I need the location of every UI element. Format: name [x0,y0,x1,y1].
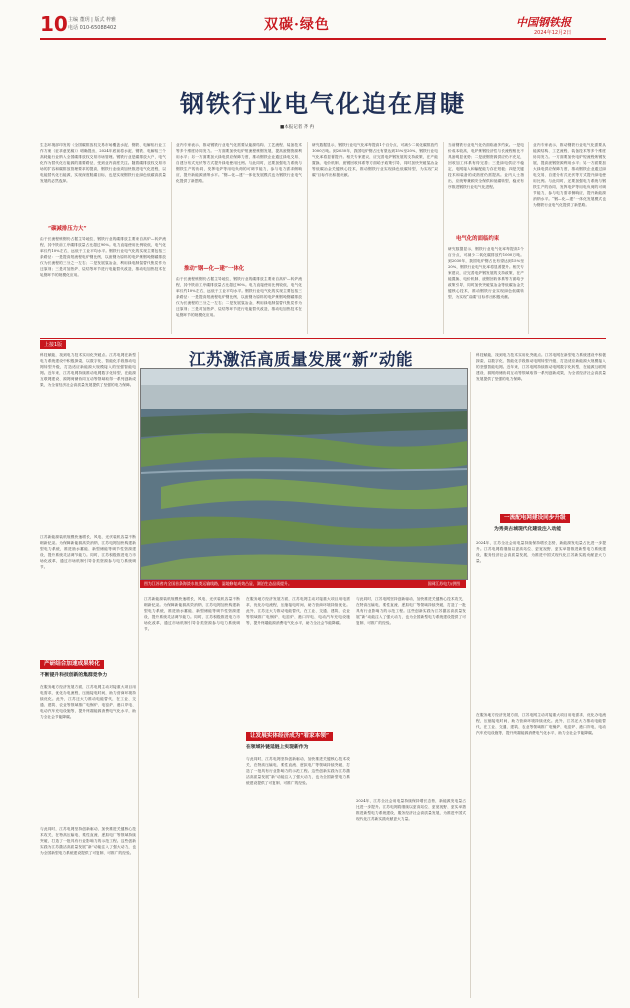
continued-label [40,340,66,349]
byline: ■本报记者 齐 冉 [280,125,315,130]
feature-headline: 江苏激活高质量发展“新”动能 [189,350,413,369]
right-box-sub: 为秀美古城现代化建设注入动能 [494,526,562,532]
continued-text: 上接1版 [44,342,63,348]
main-subhead-4: 电气化的面临约束 [456,236,500,242]
col-divider [138,352,139,998]
main-subhead-2: 推动“钢—化—建”一体化 [184,266,245,272]
feature-photo [140,368,468,580]
col-divider [171,142,172,334]
phone-info: 电话 010-65088402 [68,25,117,31]
feature-col-4b: 2024年，江苏全社会用电量持续保持增长态势，新能源发电量占比进一步提升。江苏电网将继续以更高站位、更宽视野、更实举措推进新型电力系统建设，服务经济社会高质量发展，为推进中国式现代化江苏新实践贡献更大力量。 [356,799,466,821]
mid-box-head: 让发展实体经济成为“看家本领” [246,732,333,741]
feature-right-col-1: 2024年，江苏全社会用电量持续保持增长态势，新能源发电量占比进一步提升。江苏电网将继续以更高站位、更宽视野、更实举措推进新型电力系统建设，服务经济社会高质量发展，为推进中国式现代化江苏新实践贡献更大力量。 [476,541,606,563]
header-rule [40,38,606,40]
feature-col-1b: 江苏新能源装机规模快速增长，风电、光伏装机容量不断刷新纪录。为保障新能源高效消纳，江苏电网加快构建新型电力系统，推进抽水蓄能、新型储能等调节性资源建设，提升系统灵活调节能力。同时，江苏积极推进电力市场化改革，通过市场机制引导各类资源参与电力系统调节。 [40,535,136,569]
main-article-col-5: 业内专家表示，推动钢铁行业电气化需要从能源结构、工艺流程、装备技术等多个维度协同发力。一方面要加快电炉短流程炼钢发展，提高废钢资源利用水平；另一方面要加大绿电供应保障力度，推动钢铁企业通过绿电交易、自建分布式光伏等方式提升绿电使用比例。与此同时，还要加强电力系统与钢铁生产的协同，发挥电炉等用电负荷的可调节能力，参与电力需求侧响应，提升新能源消纳水平。“钢—化—建”一体化发展模式也为钢铁行业电气化提供了新思路。 [533,143,606,207]
date-text: 2024年12月2日 [534,30,572,36]
section-title: 双碳·绿色 [264,17,330,33]
newspaper-logo: 中国钢铁报 [516,16,571,29]
col-divider [470,352,471,998]
feature-right-col-2: 在服务地方经济发展方面，江苏电网主动对接重大项目用电需求，优化办电流程，压缩接电时间，助力营商环境持续优化。此外，江苏还大力推动电能替代，在工业、交通、建筑、农业等领域推广电锅炉、电窑炉、港口岸电、电动汽车充电设施等，提升终端能源消费电气化水平，助力全社会节能降碳。 [476,713,606,735]
photo-credit: 国网江苏电力/供图 [427,581,460,586]
page-header [0,0,630,62]
main-article-col-3: 研究数据显示，钢铁行业电气化率每提高1个百分点，可减少二氧化碳排放约1000万吨。到2030年，我国电炉钢占比有望达到15%至20%，钢铁行业电气化率将显著提升。相关专家建议，应完善电炉钢发展的支持政策，在产能置换、电价机制、废钢回收体系等方面给予政策引导，同时加快突破氢冶金等低碳冶金关键核心技术，推动钢铁行业实现绿色低碳转型，为实现“双碳”目标作出积极贡献。 [312,143,438,177]
main-subhead-3: “碳减排压力大” [48,226,87,232]
main-article-col-4: 当前钢铁行业电气化仍面临诸多约束。一是电价成本较高，电炉炼钢经济性与长流程相比不具备明显优势；二是废钢资源供应仍不充足，回收加工体系有待完善；三是绿电供应不稳定，电网接入和输配能力存在短板；四是关键技术和装备的成熟度仍需提高。业内人士指出，应统筹兼顾安全保供和低碳转型，稳妥有序推进钢铁行业电气化进程。 [448,143,524,189]
mid-box-sub: 在领域补链延链上实现新作为 [246,744,309,750]
col-divider [307,142,308,334]
main-article-col-1: 生态环境部印发的《全国碳排放权交易市场覆盖水泥、钢铁、电解铝行业工作方案（征求意见稿）》明确提出，2024年底前将水泥、钢铁、电解铝三个高耗能行业纳入全国碳排放权交易市场管理。钢铁行业是碳排放大户，电气化作为替代化石能源的重要路径，受到业内高度关注。随着碳排放权交易市场的扩容和碳排放管理要求的提高，钢铁行业亟须加快推进电气化进程，以电能替代化石能源，实现深度脱碳目标，也是实现钢铁行业绿色低碳高质量发展的必然选择。 [40,143,166,183]
feature-col-1: 科技赋能，找到电力技术实用化突破点。江苏电网在新型电力系统建设中积极探索，以数字化、智能化手段推动电网转型升级，打造适应新能源大规模接入的坚强智能电网。近年来，江苏电网持续推动电网数字化转型，在能源互联网建设、源网荷储协同互动等领域取得一系列创新成果，为全省经济社会高质量发展提供了坚强的电力保障。 [40,353,136,387]
main-article-col-1b: 由于长流程炼钢仍占据主导地位，钢铁行业的碳排放主要来自高炉—转炉流程，其中铁前工序碳排放量占比超过90%。电力直接使用比例较低，电气化率仅约10%左右，远低于工业平均水平。钢铁行业电气化的实现主要包括三条路径：一是提高短流程电炉钢比例，以废钢为原料的电炉炼钢吨钢碳排放仅为长流程的三分之一左右；二是发展氢冶金，利用绿电制氢替代焦炭作为还原剂；三是对加热炉、烧结等环节进行电能替代改造，推动电加热技术在轧钢环节的规模化应用。 [40,237,166,277]
section-rule [40,338,606,339]
main-article-col-4b: 研究数据显示，钢铁行业电气化率每提高1个百分点，可减少二氧化碳排放约1000万吨。到2030年，我国电炉钢占比有望达到15%至20%，钢铁行业电气化率将显著提升。相关专家建议，应完善电炉钢发展的支持政策，在产能置换、电价机制、废钢回收体系等方面给予政策引导，同时加快突破氢冶金等低碳冶金关键核心技术，推动钢铁行业实现绿色低碳转型，为实现“双碳”目标作出积极贡献。 [448,247,524,299]
feature-col-1d: 与此同时，江苏电网坚持创新驱动，加快推进关键核心技术攻关，在特高压输电、柔性直流、虚拟电厂等领域持续突破，打造了一批具有行业影响力的示范工程。这些创新实践为江苏激活高质量发展“新”动能注入了强大动力，也为全国新型电力系统建设提供了可复制、可推广的经验。 [40,827,136,855]
feature-col-4: 与此同时，江苏电网坚持创新驱动，加快推进关键核心技术攻关，在特高压输电、柔性直流、虚拟电厂等领域持续突破，打造了一批具有行业影响力的示范工程。这些创新实践为江苏激活高质量发展“新”动能注入了强大动力，也为全国新型电力系统建设提供了可复制、可推广的经验。 [356,597,466,625]
main-article-col-2b: 由于长流程炼钢仍占据主导地位，钢铁行业的碳排放主要来自高炉—转炉流程，其中铁前工序碳排放量占比超过90%。电力直接使用比例较低，电气化率仅约10%左右，远低于工业平均水平。钢铁行业电气化的实现主要包括三条路径：一是提高短流程电炉钢比例，以废钢为原料的电炉炼钢吨钢碳排放仅为长流程的三分之一左右；二是发展氢冶金，利用绿电制氢替代焦炭作为还原剂；三是对加热炉、烧结等环节进行电能替代改造，推动电加热技术在轧钢环节的规模化应用。 [176,277,302,317]
feature-col-1c: 在服务地方经济发展方面，江苏电网主动对接重大项目用电需求，优化办电流程，压缩接电时间，助力营商环境持续优化。此外，江苏还大力推动电能替代，在工业、交通、建筑、农业等领域推广电锅炉、电窑炉、港口岸电、电动汽车充电设施等，提升终端能源消费电气化水平，助力全社会节能降碳。 [40,685,136,719]
feature-col-2: 江苏新能源装机规模快速增长，风电、光伏装机容量不断刷新纪录。为保障新能源高效消纳，江苏电网加快构建新型电力系统，推进抽水蓄能、新型储能等调节性资源建设，提升系统灵活调节能力。同时，江苏积极推进电力市场化改革，通过市场机制引导各类资源参与电力系统调节。 [144,597,240,631]
main-headline: 钢铁行业电气化迫在眉睫 [180,89,466,118]
feature-col-3: 在服务地方经济发展方面，江苏电网主动对接重大项目用电需求，优化办电流程，压缩接电时间，助力营商环境持续优化。此外，江苏还大力推动电能替代，在工业、交通、建筑、农业等领域推广电锅炉、电窑炉、港口岸电、电动汽车充电设施等，提升终端能源消费电气化水平，助力全社会节能降碳。 [246,597,350,625]
col-divider [528,142,529,334]
feature-col-3b: 与此同时，江苏电网坚持创新驱动，加快推进关键核心技术攻关，在特高压输电、柔性直流、虚拟电厂等领域持续突破，打造了一批具有行业影响力的示范工程。这些创新实践为江苏激活高质量发展“新”动能注入了强大动力，也为全国新型电力系统建设提供了可复制、可推广的经验。 [246,757,350,785]
left-box-sub: 不断提升科技创新的集群竞争力 [40,672,108,678]
left-box-head: 产研结合加速成果转化 [40,660,104,669]
page-number: 10 [40,12,68,36]
col-divider [443,142,444,334]
right-box-head: 一流配电网建设同步升级 [500,514,570,523]
photo-caption [140,580,466,588]
feature-right-col-top: 科技赋能，找到电力技术实用化突破点。江苏电网在新型电力系统建设中积极探索，以数字化、智能化手段推动电网转型升级，打造适应新能源大规模接入的坚强智能电网。近年来，江苏电网持续推动电网数字化转型，在能源互联网建设、源网荷储协同互动等领域取得一系列创新成果，为全省经济社会高质量发展提供了坚强的电力保障。 [476,353,606,381]
main-article-col-2: 业内专家表示，推动钢铁行业电气化需要从能源结构、工艺流程、装备技术等多个维度协同发力。一方面要加快电炉短流程炼钢发展，提高废钢资源利用水平；另一方面要加大绿电供应保障力度，推动钢铁企业通过绿电交易、自建分布式光伏等方式提升绿电使用比例。与此同时，还要加强电力系统与钢铁生产的协同，发挥电炉等用电负荷的可调节能力，参与电力需求侧响应，提升新能源消纳水平。“钢—化—建”一体化发展模式也为钢铁行业电气化提供了新思路。 [176,143,302,183]
photo-caption-text: 图为江苏省内全国首条海淡水鱼类运输线路，湿地修复成效凸显，湖泊生态品质提升。 [144,581,292,586]
wetland-photo-illustration [141,369,467,579]
edition-info: 主编 董玥 | 版式 梓雅 [68,17,117,23]
